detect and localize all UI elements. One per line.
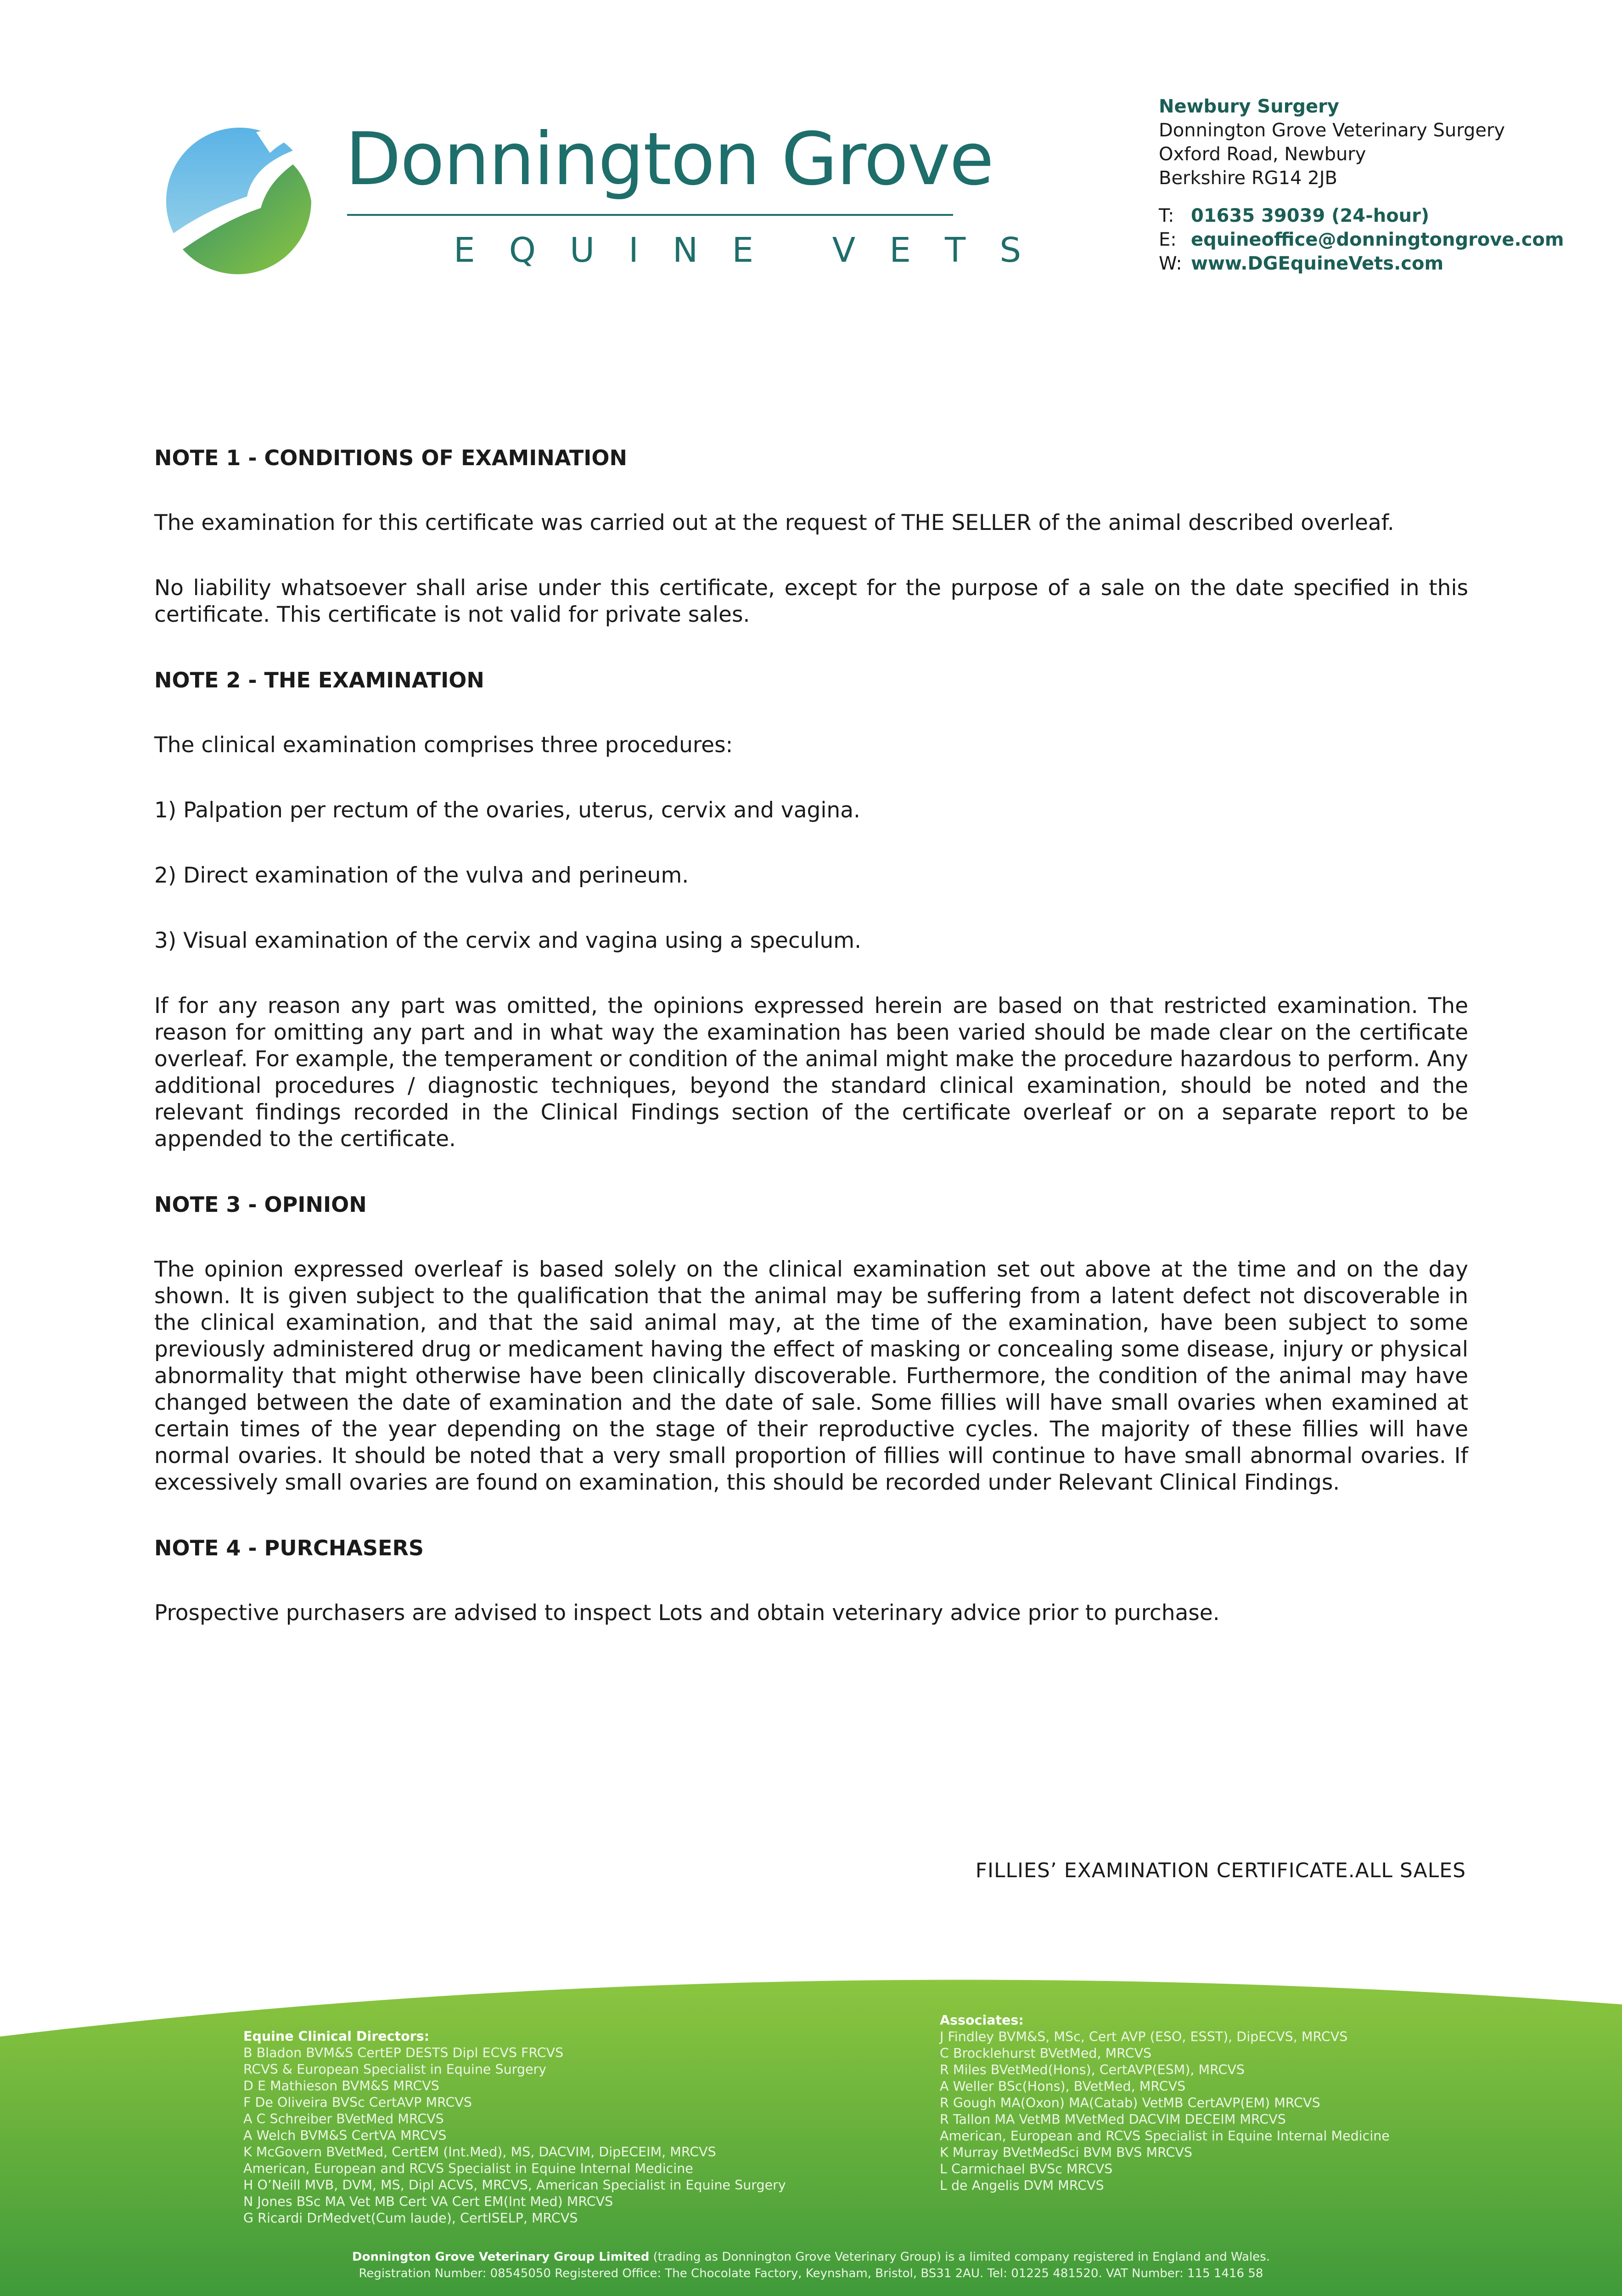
note2-heading: NOTE 2 - THE EXAMINATION [154, 668, 484, 692]
note1-paragraph: The examination for this certificate was carried out at the request of THE SELLER of the animal described overleaf. [154, 510, 1394, 535]
associate-line: R Gough MA(Oxon) MA(Catab) VetMB CertAVP(EM) MRCVS [940, 2095, 1320, 2110]
director-line: N Jones BSc MA Vet MB Cert VA Cert EM(Int Med) MRCVS [243, 2194, 613, 2209]
note4-heading: NOTE 4 - PURCHASERS [154, 1536, 424, 1560]
logo-wordmark: Donnington Grove [345, 117, 993, 202]
director-line: American, European and RCVS Specialist in Equine Internal Medicine [243, 2161, 693, 2176]
procedure-item: 1) Palpation per rectum of the ovaries, uterus, cervix and vagina. [154, 798, 860, 823]
associates-heading: Associates: [940, 2013, 1024, 2028]
director-line: G Ricardi DrMedvet(Cum laude), CertISELP, MRCVS [243, 2211, 578, 2226]
director-line: K McGovern BVetMed, CertEM (Int.Med), MS, DACVIM, DipECEIM, MRCVS [243, 2144, 716, 2160]
address-line: Berkshire RG14 2JB [1159, 168, 1337, 189]
associate-line: American, European and RCVS Specialist in Equine Internal Medicine [940, 2128, 1390, 2144]
surgery-name: Newbury Surgery [1159, 96, 1339, 117]
associate-line: R Tallon MA VetMB MVetMed DACVIM DECEIM MRCVS [940, 2112, 1286, 2127]
director-line: A Welch BVM&S CertVA MRCVS [243, 2128, 447, 2143]
associate-line: A Weller BSc(Hons), BVetMed, MRCVS [940, 2079, 1186, 2094]
note2-paragraph: If for any reason any part was omitted, the opinions expressed herein are based on that restricted examination. The reason for omitting any part and in what way the examination has been varied should be made clear on the certificate overleaf. For example, the temperament or condition of the animal might make the procedure hazardous to perform. Any additional procedures / diagnostic techniques, beyond the standard clinical examination, should be noted and the relevant findings recorded in the Clinical Findings section of the certificate overleaf or on a separate report to be appended to the certificate. [154, 993, 1468, 1152]
procedure-item: 3) Visual examination of the cervix and vagina using a speculum. [154, 928, 862, 953]
logo-tagline: EQUINE VETS [454, 231, 1055, 270]
contact-block [1159, 95, 1564, 276]
note3-paragraph: The opinion expressed overleaf is based solely on the clinical examination set out above at the time and on the day shown. It is given subject to the qualification that the animal may be suffering from a latent defect not discoverable in the clinical examination, and that the said animal may, at the time of the examination, have been subject to some previously administered drug or medicament having the effect of masking or concealing some disease, injury or physical abnormality that might otherwise have been clinically discoverable. Furthermore, the condition of the animal may have changed between the date of examination and the date of sale. Some fillies will have small ovaries when examined at certain times of the year depending on the stage of their reproductive cycles. The majority of these fillies will have normal ovaries. It should be noted that a very small proportion of fillies will continue to have small abnormal ovaries. If excessively small ovaries are found on examination, this should be recorded under Relevant Clinical Findings. [154, 1257, 1468, 1495]
legal-line-1-text: (trading as Donnington Grove Veterinary Group) is a limited company registered in England and Wales. [649, 2250, 1270, 2264]
notes-body [154, 445, 1468, 1626]
directors-list [243, 2028, 786, 2227]
note1-paragraph: No liability whatsoever shall arise under this certificate, except for the purpose of a sale on the date specified in this certificate. This certificate is not valid for private sales. [154, 575, 1468, 627]
director-line: H O’Neill MVB, DVM, MS, Dipl ACVS, MRCVS, American Specialist in Equine Surgery [243, 2178, 786, 2193]
associates-list [940, 2012, 1390, 2194]
email-row [1159, 228, 1564, 252]
website-link[interactable]: www.DGEquineVets.com [1191, 253, 1444, 274]
certificate-title: FILLIES’ EXAMINATION CERTIFICATE.ALL SALES [975, 1859, 1466, 1882]
web-row [1159, 252, 1564, 276]
note2-intro: The clinical examination comprises three procedures: [154, 732, 733, 758]
director-line: A C Schreiber BVetMed MRCVS [243, 2111, 444, 2127]
phone-label: T: [1159, 205, 1174, 226]
legal-line-1 [0, 2249, 1622, 2265]
phone-number[interactable]: 01635 39039 (24-hour) [1191, 205, 1430, 226]
associate-line: L de Angelis DVM MRCVS [940, 2178, 1104, 2193]
legal-notice [0, 2249, 1622, 2282]
associate-line: R Miles BVetMed(Hons), CertAVP(ESM), MRCVS [940, 2062, 1245, 2077]
procedure-item: 2) Direct examination of the vulva and perineum. [154, 863, 689, 888]
address-line: Donnington Grove Veterinary Surgery [1159, 120, 1505, 141]
associate-line: J Findley BVM&S, MSc, Cert AVP (ESO, ESST), DipECVS, MRCVS [940, 2029, 1348, 2044]
note3-heading: NOTE 3 - OPINION [154, 1192, 367, 1217]
email-link[interactable]: equineoffice@donningtongrove.com [1191, 229, 1564, 250]
address-line: Oxford Road, Newbury [1159, 144, 1366, 165]
note1-heading: NOTE 1 - CONDITIONS OF EXAMINATION [154, 445, 627, 470]
legal-line-2: Registration Number: 08545050 Registered Office: The Chocolate Factory, Keynsham, Bristol, BS31 2AU. Tel: 01225 481520. VAT Number: 115 1416 58 [359, 2267, 1263, 2280]
legal-company-name: Donnington Grove Veterinary Group Limited [352, 2250, 650, 2264]
web-label: W: [1159, 253, 1182, 274]
logo-mark-icon [155, 118, 320, 284]
directors-heading: Equine Clinical Directors: [243, 2029, 430, 2044]
note4-paragraph: Prospective purchasers are advised to inspect Lots and obtain veterinary advice prior to purchase. [154, 1600, 1220, 1626]
director-line: RCVS & European Specialist in Equine Surgery [243, 2062, 547, 2077]
email-label: E: [1159, 229, 1177, 250]
director-line: F De Oliveira BVSc CertAVP MRCVS [243, 2095, 472, 2110]
director-line: D E Mathieson BVM&S MRCVS [243, 2078, 439, 2093]
logo-divider [347, 214, 953, 216]
associate-line: K Murray BVetMedSci BVM BVS MRCVS [940, 2145, 1192, 2160]
associate-line: L Carmichael BVSc MRCVS [940, 2161, 1113, 2177]
director-line: B Bladon BVM&S CertEP DESTS Dipl ECVS FRCVS [243, 2045, 564, 2060]
phone-row [1159, 204, 1564, 228]
associate-line: C Brocklehurst BVetMed, MRCVS [940, 2046, 1152, 2061]
